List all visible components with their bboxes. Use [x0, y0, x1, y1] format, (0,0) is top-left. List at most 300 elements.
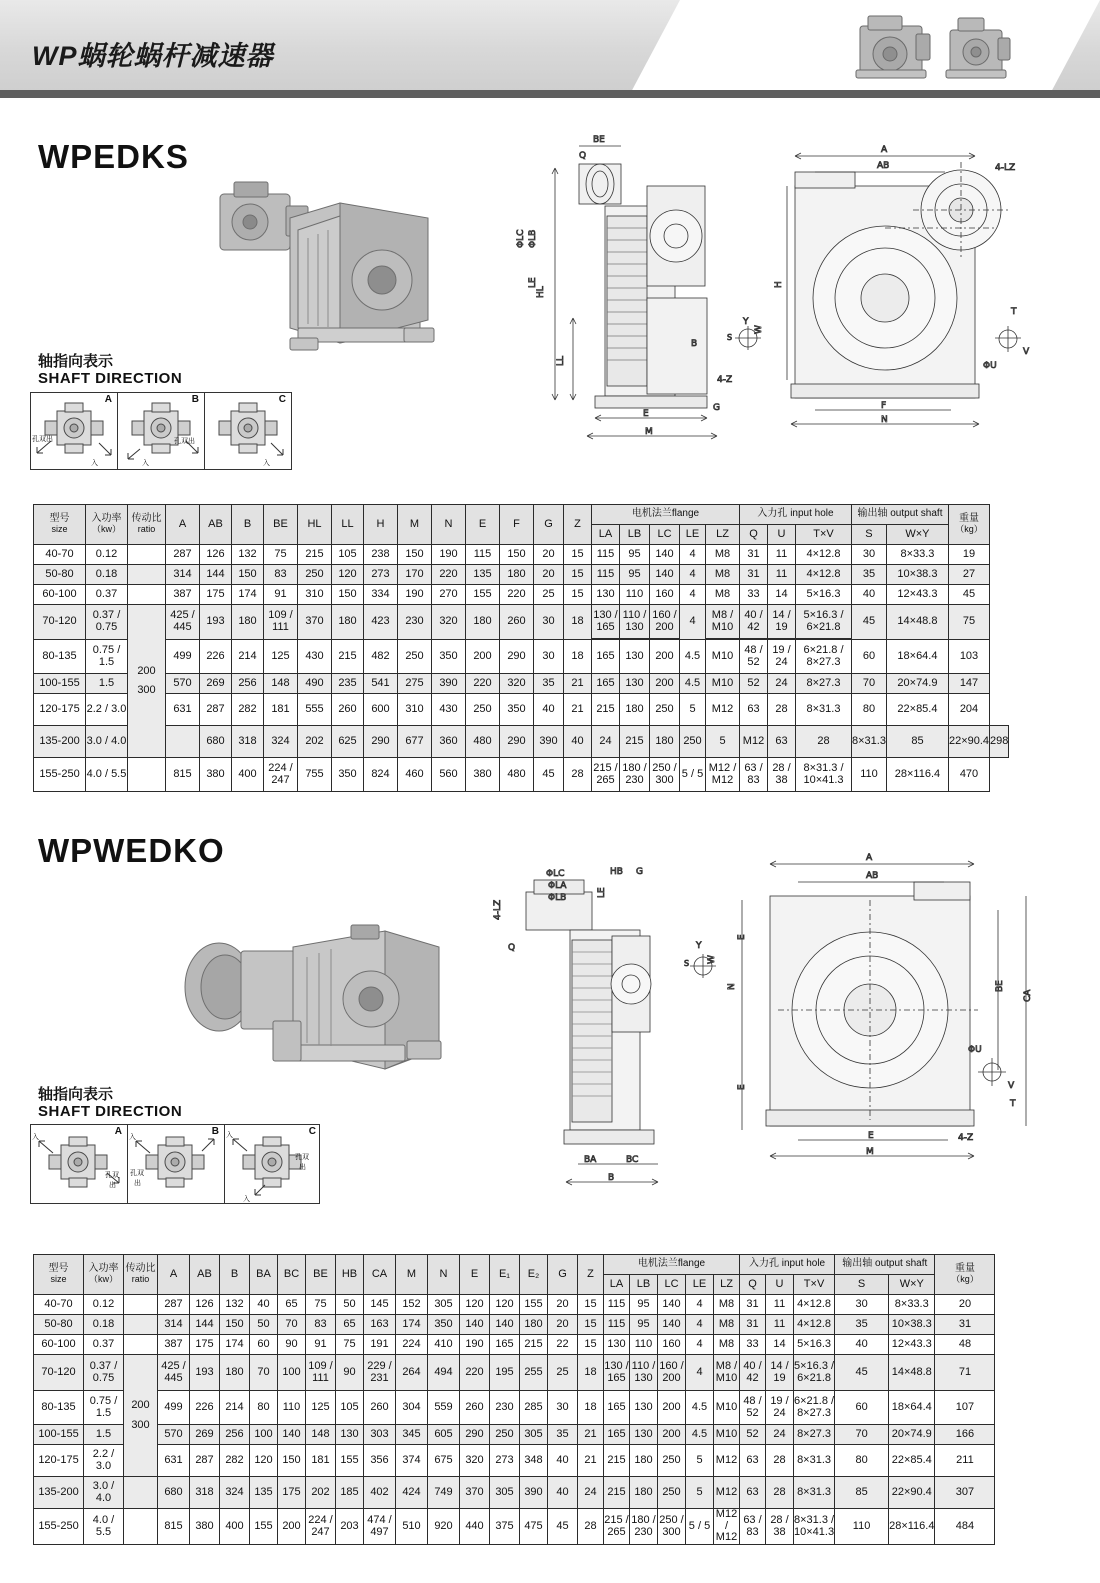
- cell-F: 350: [500, 694, 534, 726]
- cell-M: 310: [398, 694, 432, 726]
- cell-AB: 175: [200, 585, 232, 605]
- cell-Q: 63: [768, 726, 796, 758]
- cell-size: 135-200: [34, 1477, 84, 1509]
- cell-WY: 20×74.9: [889, 1425, 935, 1445]
- cell-E1: 305: [490, 1477, 520, 1509]
- cell-B: 180: [232, 605, 264, 640]
- cell-H: 238: [364, 545, 398, 565]
- cell-LC: 250 / 300: [650, 758, 680, 792]
- cell-LA: 215: [604, 1445, 630, 1477]
- cell-S: 30: [835, 1295, 889, 1315]
- cell-B: 174: [232, 585, 264, 605]
- cell-weight: 166: [935, 1425, 995, 1445]
- cell-BE: 83: [264, 565, 298, 585]
- cell-AB: 287: [200, 694, 232, 726]
- cell-weight: 484: [935, 1509, 995, 1545]
- cell-B: 400: [232, 758, 264, 792]
- cell-LL: 105: [332, 545, 364, 565]
- th2-flange-group: 电机法兰flange: [604, 1255, 740, 1275]
- cell-weight: 107: [935, 1391, 995, 1425]
- spec-table-wpwedko: [33, 1254, 1029, 1545]
- cell-LZ: M8: [706, 565, 740, 585]
- th2-weight-cn: 重量: [954, 1263, 975, 1274]
- shaft-direction-cell-c-2: [225, 1125, 321, 1203]
- cell-TV: 8×27.3: [796, 674, 852, 694]
- cell-AB: 318: [190, 1477, 220, 1509]
- table-row: [34, 605, 1009, 639]
- cell-TV: 8×31.3 / 10×41.3: [796, 758, 852, 792]
- cell-BE: 181: [306, 1445, 336, 1477]
- th-ratio-cn: 传动比: [131, 513, 162, 524]
- th2-ratio-en: ratio: [131, 1273, 150, 1284]
- svg-text:Q: Q: [508, 943, 516, 953]
- table-row: [34, 565, 1009, 585]
- cell-BA: 50: [250, 1315, 278, 1335]
- cell-A: 499: [158, 1391, 190, 1425]
- cell-E: 115: [466, 545, 500, 565]
- svg-text:孔双: 孔双: [130, 1169, 144, 1177]
- svg-text:孔双: 孔双: [105, 1171, 119, 1179]
- svg-text:E: E: [643, 409, 649, 419]
- svg-text:LL: LL: [556, 355, 566, 366]
- cell-LA: 215: [620, 726, 650, 758]
- cell-LA: 115: [604, 1295, 630, 1315]
- table-row: [34, 1425, 1029, 1445]
- cell-WY: 10×38.3: [889, 1315, 935, 1335]
- svg-text:AB: AB: [866, 871, 879, 881]
- cell-A: 631: [158, 1445, 190, 1477]
- cell-B: 256: [232, 674, 264, 694]
- cell-size: 100-155: [34, 1425, 84, 1445]
- cell-HB: 75: [336, 1335, 364, 1355]
- cell-A: 314: [166, 565, 200, 585]
- cell-LA: 130 / 165: [604, 1355, 630, 1391]
- cell-LB: 180 / 230: [630, 1509, 658, 1545]
- cell-Z: 18: [578, 1355, 604, 1391]
- cell-HB: 130: [336, 1425, 364, 1445]
- cell-WY: 12×43.3: [889, 1335, 935, 1355]
- cell-AB: 269: [190, 1425, 220, 1445]
- shaft-direction-letter-a-1: A: [104, 394, 112, 405]
- cell-G: 40: [548, 1477, 578, 1509]
- cell-S: 60: [852, 640, 887, 674]
- cell-N: 605: [428, 1425, 460, 1445]
- cell-Q: 33: [740, 1335, 766, 1355]
- cell-LZ: M8: [714, 1295, 740, 1315]
- cell-TV: 5×16.3 / 6×21.8: [794, 1355, 835, 1391]
- cell-AB: 193: [190, 1355, 220, 1391]
- spec-table-wpedks: [33, 504, 1009, 792]
- shaft-direction-cell-c-1: [205, 393, 291, 469]
- cell-U: 28: [796, 726, 852, 758]
- cell-LC: 160: [650, 585, 680, 605]
- cell-BE: 202: [306, 1477, 336, 1509]
- cell-Z: 21: [578, 1425, 604, 1445]
- cell-LC: 140: [650, 545, 680, 565]
- svg-text:4-LZ: 4-LZ: [995, 163, 1016, 173]
- cell-E: 250: [466, 694, 500, 726]
- cell-LB: 180 / 230: [620, 758, 650, 792]
- cell-LE: 4: [680, 565, 706, 585]
- svg-text:孔双: 孔双: [295, 1153, 309, 1161]
- table-row: [34, 640, 1009, 674]
- svg-text:LE: LE: [528, 277, 538, 288]
- cell-WY: 10×38.3: [886, 565, 948, 585]
- svg-text:HB: HB: [610, 867, 623, 877]
- cell-A: 631: [166, 694, 200, 726]
- cell-WY: 22×90.4: [889, 1477, 935, 1509]
- th-size-en: size: [51, 523, 68, 534]
- cell-BE: 109 / 111: [264, 605, 298, 640]
- cell-BE: 125: [264, 640, 298, 674]
- cell-BC: 90: [278, 1335, 306, 1355]
- svg-text:4-Z: 4-Z: [717, 375, 733, 385]
- shaft-direction-cell-b-1: [118, 393, 205, 469]
- cell-TV: 5×16.3: [796, 585, 852, 605]
- cell-E2: 155: [520, 1295, 548, 1315]
- cell-HL: 430: [298, 640, 332, 674]
- cell-M: 152: [396, 1295, 428, 1315]
- cell-AB: 269: [200, 674, 232, 694]
- th-H: H: [364, 505, 398, 545]
- cell-Z: 15: [578, 1335, 604, 1355]
- cell-LZ: M8: [714, 1335, 740, 1355]
- cell-LC: 140: [658, 1295, 686, 1315]
- th2-U: U: [766, 1275, 794, 1295]
- cell-U: 28: [766, 1445, 794, 1477]
- page-banner: [0, 0, 1100, 98]
- cell-LZ: M12 / M12: [714, 1509, 740, 1545]
- svg-text:ΦLA: ΦLA: [548, 881, 567, 891]
- cell-M: 174: [396, 1315, 428, 1335]
- cell-B: 324: [220, 1477, 250, 1509]
- cell-Z: 18: [564, 640, 592, 674]
- cell-LZ: M8: [706, 545, 740, 565]
- svg-text:S: S: [684, 959, 690, 968]
- cell-E: 140: [460, 1315, 490, 1335]
- cell-kw: 0.12: [84, 1295, 124, 1315]
- cell-A: 680: [158, 1477, 190, 1509]
- th-kw-en: （kw）: [92, 523, 121, 534]
- cell-Z: 15: [564, 565, 592, 585]
- cell-S: 45: [852, 605, 887, 640]
- cell-BE: 202: [298, 726, 332, 758]
- th2-inputhole-group: 入力孔 input hole: [740, 1255, 835, 1275]
- cell-Z: 21: [578, 1445, 604, 1477]
- shaft-direction-cell-b-2: [128, 1125, 225, 1203]
- cell-H: 824: [364, 758, 398, 792]
- cell-G: 30: [548, 1391, 578, 1425]
- svg-text:Y: Y: [743, 317, 749, 327]
- cell-G: 25: [534, 585, 564, 605]
- table-row: [34, 1477, 1029, 1509]
- cell-N: 480: [466, 726, 500, 758]
- cell-H: 334: [364, 585, 398, 605]
- cell-LB: 95: [620, 545, 650, 565]
- cell-U: 28: [768, 694, 796, 726]
- cell-Z: 21: [564, 674, 592, 694]
- cell-BC: 70: [278, 1315, 306, 1335]
- cell-Z: 15: [564, 545, 592, 565]
- cell-BA: 155: [250, 1509, 278, 1545]
- cell-N: 390: [432, 674, 466, 694]
- svg-text:ΦU: ΦU: [968, 1045, 982, 1055]
- cell-LC: 160 / 200: [650, 605, 680, 639]
- shaft-direction-letter-c-1: C: [278, 394, 286, 405]
- svg-text:Q: Q: [579, 151, 587, 161]
- cell-CA: 474 / 497: [364, 1509, 396, 1545]
- cell-LZ: M8: [714, 1315, 740, 1335]
- th-AB: AB: [200, 505, 232, 545]
- cell-A: 287: [166, 545, 200, 565]
- svg-text:B: B: [691, 339, 698, 349]
- cell-TV: 4×12.8: [794, 1315, 835, 1335]
- cell-U: 14: [768, 585, 796, 605]
- svg-text:A: A: [866, 853, 873, 863]
- th2-N: N: [428, 1255, 460, 1295]
- cell-size: 50-80: [34, 565, 86, 585]
- cell-G: 20: [548, 1315, 578, 1335]
- cell-LC: 160 / 200: [658, 1355, 686, 1391]
- cell-B: 174: [220, 1335, 250, 1355]
- cell-WY: 20×74.9: [886, 674, 948, 694]
- cell-S: 45: [835, 1355, 889, 1391]
- cell-size: 80-135: [34, 640, 86, 674]
- cell-S: 40: [852, 585, 887, 605]
- cell-BC: 100: [278, 1355, 306, 1391]
- cell-N: 560: [432, 758, 466, 792]
- product-photo-header: [850, 8, 1060, 88]
- cell-E1: 375: [490, 1509, 520, 1545]
- cell-B: 282: [220, 1445, 250, 1477]
- cell-kw: 3.0 / 4.0: [84, 1477, 124, 1509]
- cell-kw: 0.37 / 0.75: [84, 1355, 124, 1391]
- cell-WY: 28×116.4: [886, 758, 948, 792]
- cell-HL: 370: [298, 605, 332, 640]
- cell-LZ: M12: [714, 1477, 740, 1509]
- cell-BC: 175: [278, 1477, 306, 1509]
- svg-text:ΦLC: ΦLC: [546, 869, 565, 879]
- th-size-cn: 型号: [49, 513, 70, 524]
- cell-S: 110: [835, 1509, 889, 1545]
- th2-size-cn: 型号: [48, 1263, 69, 1274]
- cell-size: 70-120: [34, 1355, 84, 1391]
- cell-LB: 180: [630, 1477, 658, 1509]
- th-LC: LC: [650, 525, 680, 545]
- cell-Q: 33: [740, 585, 768, 605]
- cell-A: 570: [158, 1425, 190, 1445]
- cell-LC: 250 / 300: [658, 1509, 686, 1545]
- cell-G: 35: [548, 1425, 578, 1445]
- table-row: [34, 585, 1009, 605]
- cell-LL: 290: [364, 726, 398, 758]
- cell-kw: 0.75 / 1.5: [84, 1391, 124, 1425]
- cell-M: 374: [396, 1445, 428, 1477]
- cell-HL: 625: [332, 726, 364, 758]
- cell-ratio: [124, 1477, 158, 1509]
- cell-E: 190: [460, 1335, 490, 1355]
- table-row: [34, 726, 1009, 758]
- cell-Q: 52: [740, 1425, 766, 1445]
- cell-size: 50-80: [34, 1315, 84, 1335]
- th2-A: A: [158, 1255, 190, 1295]
- th2-E: E: [460, 1255, 490, 1295]
- cell-G: 40: [534, 694, 564, 726]
- cell-WY: 22×90.4: [948, 726, 989, 758]
- technical-drawing-wpwedko: [478, 840, 1078, 1220]
- cell-WY: 22×85.4: [889, 1445, 935, 1477]
- cell-M: 275: [398, 674, 432, 694]
- svg-text:ΦLB: ΦLB: [528, 229, 538, 248]
- svg-text:W: W: [754, 325, 764, 334]
- cell-HB: 105: [336, 1391, 364, 1425]
- cell-U: 28: [766, 1477, 794, 1509]
- cell-size: 155-250: [34, 1509, 84, 1545]
- cell-N: 350: [432, 640, 466, 674]
- cell-N: 320: [432, 605, 466, 640]
- th-S: S: [852, 525, 887, 545]
- cell-LA: 165: [604, 1391, 630, 1425]
- th2-CA: CA: [364, 1255, 396, 1295]
- cell-LB: 95: [630, 1295, 658, 1315]
- cell-CA: 191: [364, 1335, 396, 1355]
- cell-U: 24: [768, 674, 796, 694]
- cell-size: 40-70: [34, 545, 86, 565]
- cell-S: 80: [852, 694, 887, 726]
- cell-LZ: M12 / M12: [706, 758, 740, 792]
- cell-ratio: [124, 1335, 158, 1355]
- cell-BE: 181: [264, 694, 298, 726]
- cell-M: 304: [396, 1391, 428, 1425]
- svg-text:入: 入: [142, 459, 149, 467]
- cell-LZ: M10: [706, 640, 740, 674]
- cell-E1: 230: [490, 1391, 520, 1425]
- cell-M: 264: [396, 1355, 428, 1391]
- svg-text:N: N: [727, 983, 737, 990]
- table-row: [34, 1335, 1029, 1355]
- cell-B: 214: [220, 1391, 250, 1425]
- cell-LB: 180: [630, 1445, 658, 1477]
- cell-BE: 75: [306, 1295, 336, 1315]
- th-weight-en: （kg）: [955, 523, 983, 534]
- svg-text:CA: CA: [1023, 989, 1033, 1002]
- cell-LC: 250: [680, 726, 706, 758]
- shaft-direction-label-en-2: SHAFT DIRECTION: [38, 1103, 183, 1120]
- svg-text:N: N: [881, 415, 888, 425]
- shaft-direction-label-cn-1: 轴指向表示: [38, 353, 114, 370]
- cell-Q: 63 / 83: [740, 1509, 766, 1545]
- th-G: G: [534, 505, 564, 545]
- cell-LB: 180: [650, 726, 680, 758]
- cell-weight: 204: [948, 694, 989, 726]
- cell-TV: 4×12.8: [796, 565, 852, 585]
- cell-Q: 52: [740, 674, 768, 694]
- cell-Q: 40 / 42: [740, 1355, 766, 1391]
- th2-ratio-cn: 传动比: [125, 1263, 156, 1274]
- cell-LL: 120: [332, 565, 364, 585]
- svg-text:BA: BA: [584, 1155, 597, 1165]
- cell-Z: 18: [578, 1391, 604, 1425]
- cell-kw: 2.2 / 3.0: [86, 694, 128, 726]
- cell-LZ: M12: [714, 1445, 740, 1477]
- cell-LA: 115: [592, 545, 620, 565]
- svg-text:V: V: [1023, 347, 1030, 357]
- cell-AB: 193: [200, 605, 232, 640]
- svg-text:BC: BC: [626, 1155, 639, 1165]
- cell-BA: 120: [250, 1445, 278, 1477]
- cell-S: 35: [852, 565, 887, 585]
- cell-WY: 22×85.4: [886, 694, 948, 726]
- page-title: WP蜗轮蜗杆减速器: [32, 41, 274, 71]
- cell-LB: 130: [630, 1425, 658, 1445]
- cell-E: 120: [460, 1295, 490, 1315]
- cell-BC: 65: [278, 1295, 306, 1315]
- th2-BA: BA: [250, 1255, 278, 1295]
- cell-weight: 470: [948, 758, 989, 792]
- cell-size: 60-100: [34, 1335, 84, 1355]
- cell-B: 324: [264, 726, 298, 758]
- svg-text:HL: HL: [536, 286, 546, 298]
- cell-E: 290: [500, 726, 534, 758]
- cell-HL: 755: [298, 758, 332, 792]
- cell-S: 70: [852, 674, 887, 694]
- cell-BA: 60: [250, 1335, 278, 1355]
- cell-H: 541: [364, 674, 398, 694]
- th2-B: B: [220, 1255, 250, 1295]
- svg-text:A: A: [881, 145, 888, 155]
- cell-G: 45: [534, 758, 564, 792]
- cell-H: 600: [364, 694, 398, 726]
- cell-WY: 14×48.8: [889, 1355, 935, 1391]
- cell-M: 150: [398, 545, 432, 565]
- cell-LB: 130: [620, 674, 650, 694]
- cell-CA: 303: [364, 1425, 396, 1445]
- th-HL: HL: [298, 505, 332, 545]
- cell-BE: 91: [306, 1335, 336, 1355]
- th2-WY: W×Y: [889, 1275, 935, 1295]
- cell-AB: 318: [232, 726, 264, 758]
- cell-B: 282: [232, 694, 264, 726]
- cell-G: 30: [534, 605, 564, 640]
- cell-BE: 148: [264, 674, 298, 694]
- cell-LL: 260: [332, 694, 364, 726]
- cell-E2: 285: [520, 1391, 548, 1425]
- cell-A: 815: [166, 758, 200, 792]
- cell-G: 40: [548, 1445, 578, 1477]
- cell-G: 25: [548, 1355, 578, 1391]
- shaft-direction-box-1: [30, 392, 292, 470]
- svg-text:4-Z: 4-Z: [958, 1133, 974, 1143]
- cell-TV: 5×16.3 / 6×21.8: [796, 605, 852, 639]
- cell-F: 320: [500, 674, 534, 694]
- th2-E2: E₂: [520, 1255, 548, 1295]
- cell-ratio: [124, 1509, 158, 1545]
- shaft-direction-letter-c-2: C: [308, 1126, 316, 1137]
- cell-LC: 200: [658, 1425, 686, 1445]
- th-U: U: [768, 525, 796, 545]
- cell-WY: 18×64.4: [886, 640, 948, 674]
- cell-size: 120-175: [34, 1445, 84, 1477]
- cell-E1: 195: [490, 1355, 520, 1391]
- cell-BA: 135: [250, 1477, 278, 1509]
- cell-S: 85: [835, 1477, 889, 1509]
- cell-LB: 110: [620, 585, 650, 605]
- cell-S: 60: [835, 1391, 889, 1425]
- cell-CA: 260: [364, 1391, 396, 1425]
- table-row: [34, 545, 1009, 565]
- cell-E2: 180: [520, 1315, 548, 1335]
- cell-S: 40: [835, 1335, 889, 1355]
